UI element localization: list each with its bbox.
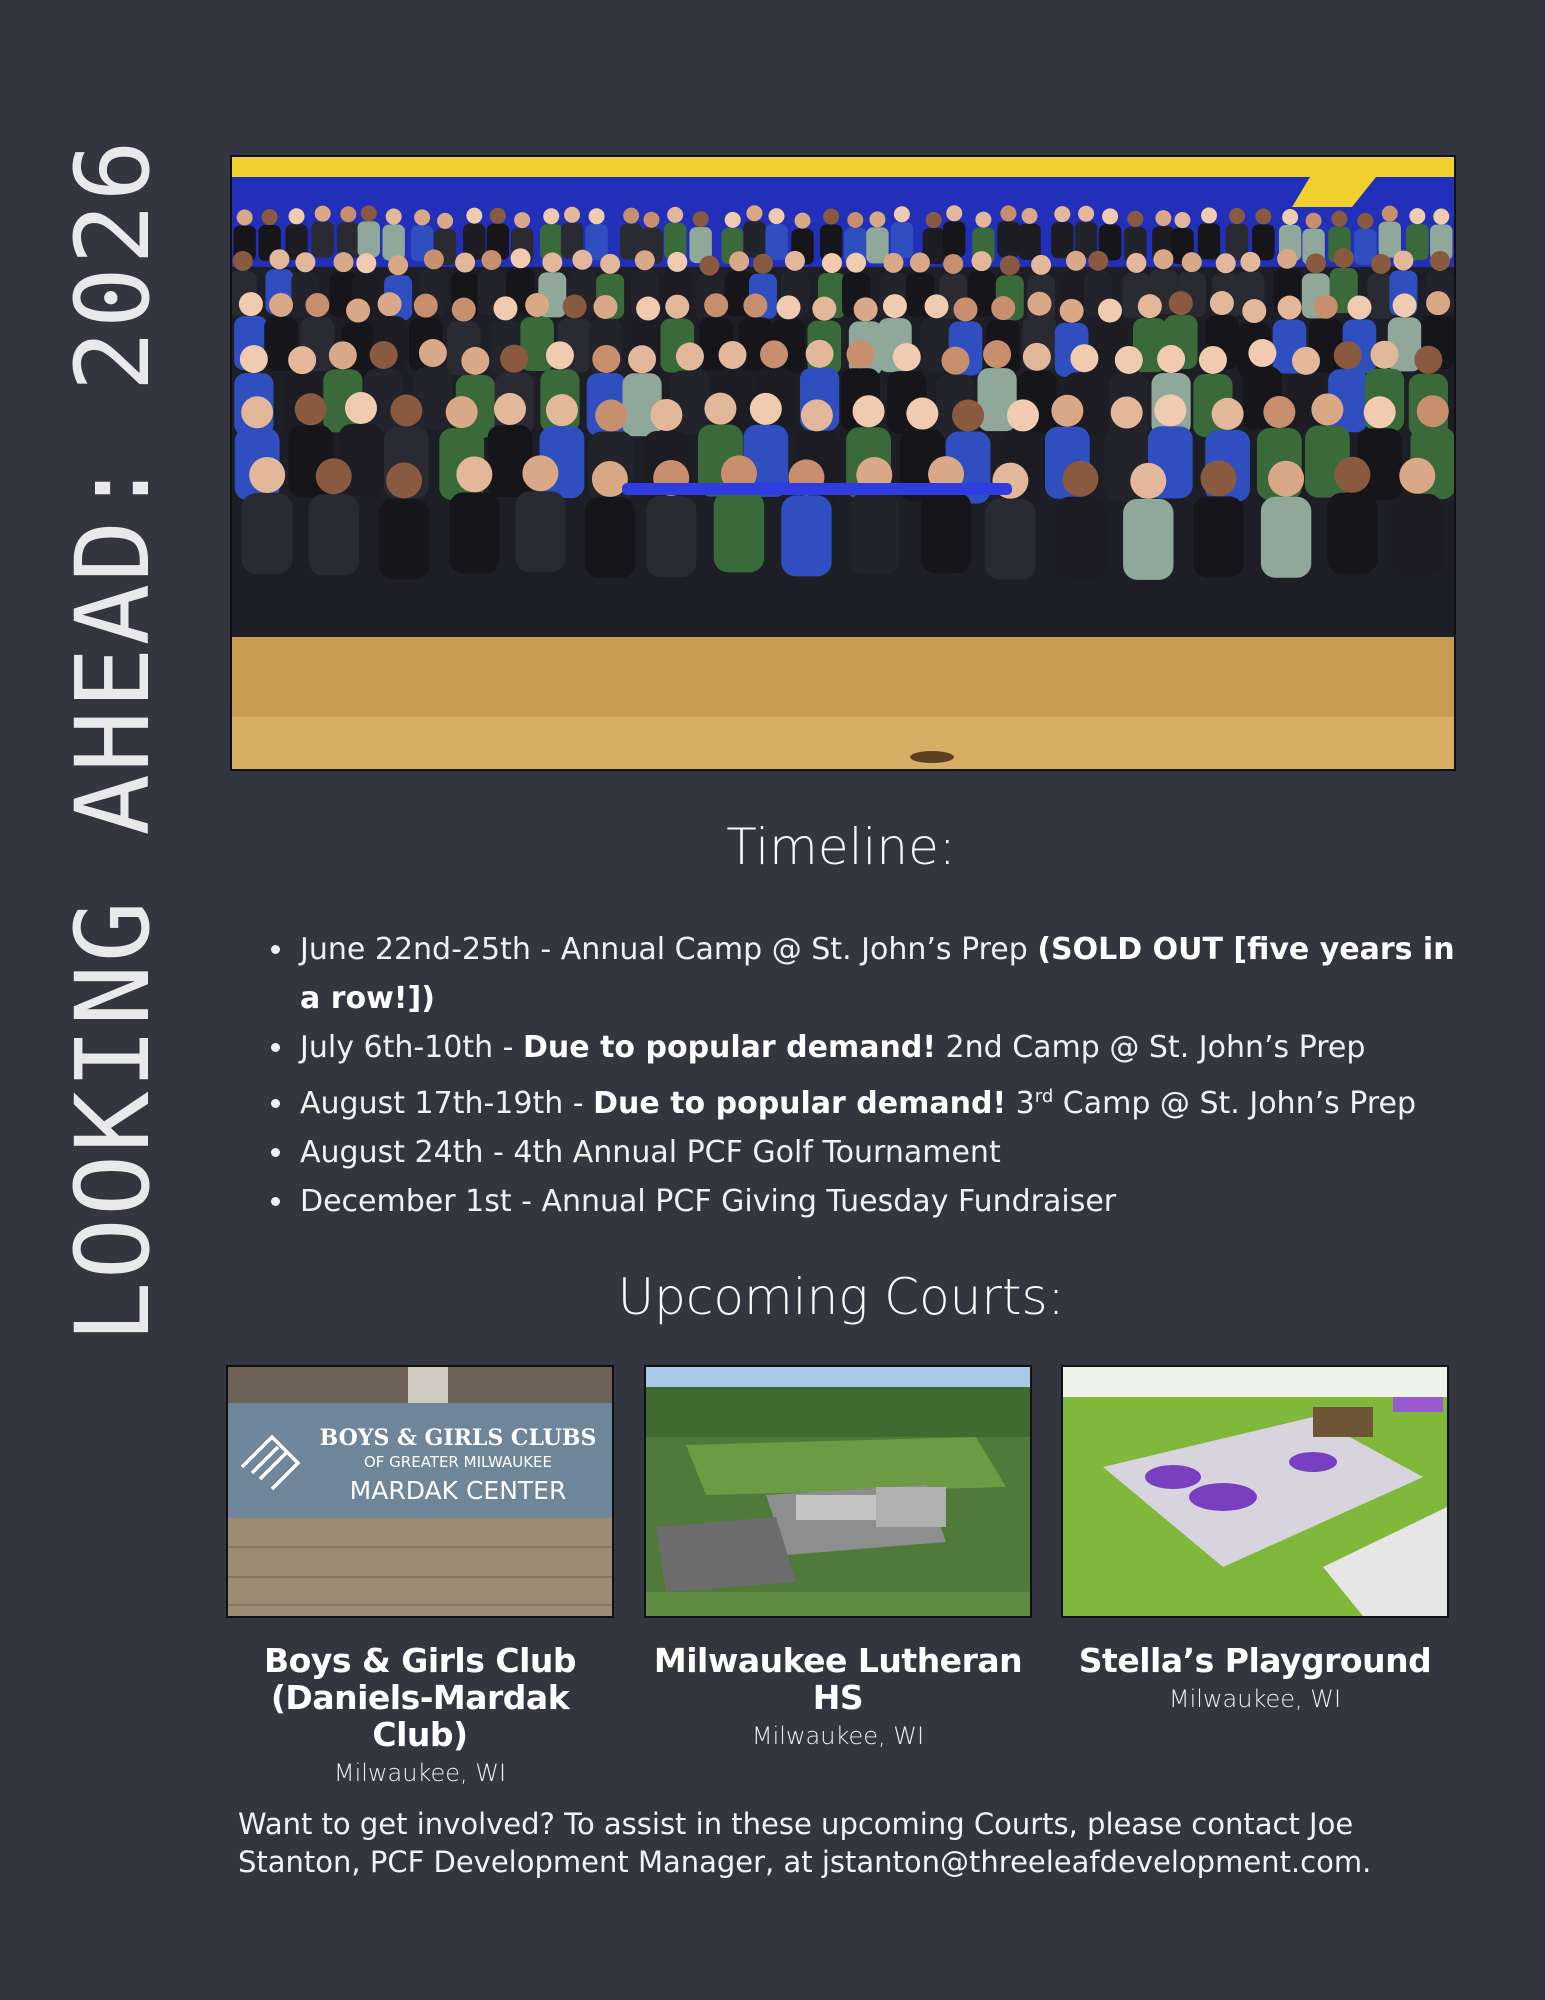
timeline-item-bold: (SOLD OUT [five years in a row!])	[300, 932, 1455, 1016]
court-name-line: Boys & Girls Club	[264, 1641, 576, 1680]
timeline-item-bold: Due to popular demand!	[523, 1030, 936, 1065]
court-location: Milwaukee, WI	[751, 1722, 925, 1750]
timeline-item	[296, 1023, 1476, 1072]
court-photo-boys-girls-club	[226, 1365, 614, 1618]
timeline-item	[296, 1072, 1476, 1128]
timeline-item-text: 2nd Camp @ St. John’s Prep	[936, 1030, 1366, 1065]
timeline-item	[296, 1128, 1476, 1177]
get-involved-text: Want to get involved? To assist in these upcoming Courts, please contact Joe Stanton, PCF Development Manager, at jstanton@threeleafdevelopment.com.	[238, 1807, 1372, 1879]
sign-line-2: OF GREATER MILWAUKEE	[363, 1453, 553, 1471]
court-name	[226, 1642, 614, 1753]
timeline-item-text: 3	[1006, 1086, 1035, 1121]
court-location: Milwaukee, WI	[333, 1759, 507, 1787]
court-name	[644, 1642, 1032, 1716]
aerial-illustration	[646, 1367, 1030, 1616]
sign-line-1: BOYS & GIRLS CLUBS	[319, 1425, 597, 1451]
timeline-item-text: June 22nd-25th - Annual Camp @ St. John’s Prep	[300, 932, 1038, 967]
rendering-illustration	[1063, 1367, 1447, 1616]
timeline-item-text: July 6th-10th -	[300, 1030, 524, 1065]
side-title-text: LOOKING AHEAD: 2026	[53, 137, 173, 1343]
timeline-item-text: August 24th - 4th Annual PCF Golf Tournament	[300, 1135, 1001, 1170]
timeline-item-text: December 1st - Annual PCF Giving Tuesday Fundraiser	[300, 1184, 1117, 1219]
timeline-item	[296, 925, 1476, 1023]
timeline-item-text: Camp @ St. John’s Prep	[1053, 1086, 1417, 1121]
court-card	[226, 1365, 614, 1787]
hero-group-photo	[230, 155, 1456, 771]
side-title	[18, 40, 208, 1440]
timeline-item-bold: Due to popular demand!	[593, 1086, 1007, 1121]
court-photo-milwaukee-lutheran	[644, 1365, 1032, 1618]
crowd-illustration	[232, 157, 1454, 769]
courts-heading: Upcoming Courts:	[617, 1268, 1065, 1326]
court-location: Milwaukee, WI	[1168, 1685, 1342, 1713]
timeline-heading: Timeline:	[726, 818, 956, 876]
court-name	[1061, 1642, 1449, 1679]
timeline-list	[262, 925, 1476, 1226]
court-name-line: (Daniels-Mardak Club)	[270, 1678, 570, 1754]
court-card	[644, 1365, 1032, 1750]
sign-line-3: MARDAK CENTER	[349, 1476, 567, 1505]
court-name-line: Stella’s Playground	[1078, 1641, 1432, 1680]
timeline-item-text: August 17th-19th -	[300, 1086, 594, 1121]
courts-grid	[226, 1365, 1451, 1787]
court-name-line: Milwaukee Lutheran HS	[653, 1641, 1023, 1717]
court-photo-stellas-playground	[1061, 1365, 1449, 1618]
court-card	[1061, 1365, 1449, 1713]
ordinal-sup: rd	[1034, 1086, 1054, 1107]
sign-illustration	[228, 1367, 612, 1616]
timeline-item	[296, 1177, 1476, 1226]
